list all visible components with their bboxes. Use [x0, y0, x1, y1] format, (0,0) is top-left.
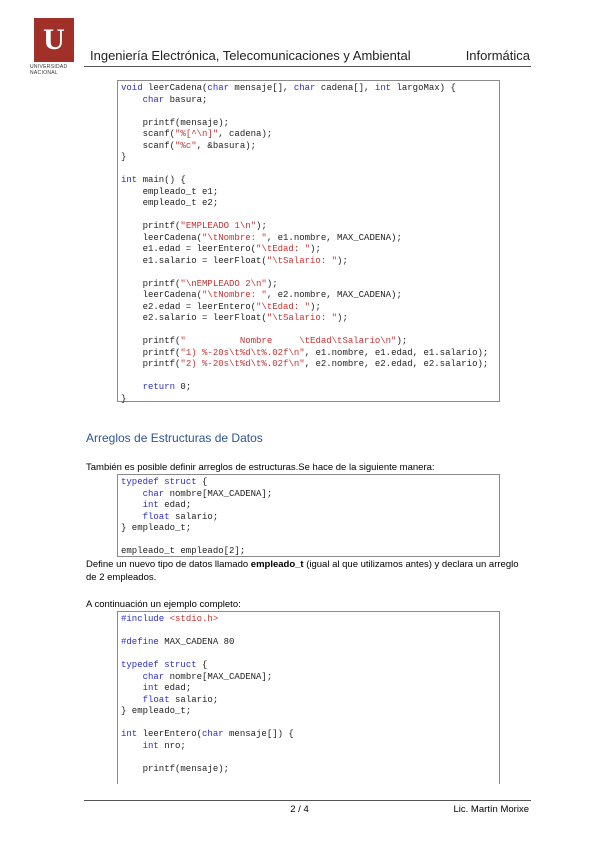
code-line [121, 325, 499, 337]
code-line [121, 382, 499, 394]
code-line [121, 95, 499, 107]
code-keyword: return [142, 382, 176, 392]
footer-author: Lic. Martín Morixe [453, 804, 529, 815]
code-block-complete-example [117, 611, 500, 784]
code-text: printf(mensaje); [121, 763, 230, 774]
code-line [121, 348, 499, 360]
code-text: MAX_CADENA 80 [158, 637, 235, 647]
code-text: scanf( [121, 129, 176, 139]
code-line [121, 512, 499, 524]
code-keyword: char [142, 488, 165, 499]
code-string: "EMPLEADO 1\n" [180, 221, 257, 231]
code-keyword: char [202, 729, 224, 739]
code-line [121, 637, 499, 649]
code-keyword: char [142, 671, 165, 682]
code-text: { [196, 660, 208, 670]
code-string: "\tSalario: " [266, 255, 338, 266]
code-keyword: #define [121, 637, 159, 647]
code-text: printf( [121, 347, 181, 358]
code-line [121, 660, 499, 672]
code-text: nro; [158, 740, 186, 751]
code-text: e1.edad = leerEntero( [121, 244, 257, 254]
code-text: edad; [158, 683, 192, 693]
code-line [121, 535, 499, 547]
code-text: e2.salario = leerFloat( [121, 313, 267, 323]
code-text [121, 672, 143, 682]
intro-paragraph: También es posible definir arreglos de estructuras.Se hace de la siguiente manera: [86, 462, 435, 473]
code-line [121, 175, 499, 187]
code-keyword: float [142, 511, 170, 522]
code-text: ); [310, 244, 321, 254]
code-keyword: int [142, 740, 159, 751]
code-text: 0; [175, 382, 192, 392]
code-text: } [121, 393, 127, 404]
code-string: "%c" [175, 140, 197, 151]
code-line [121, 489, 499, 501]
code-line [121, 129, 499, 141]
university-logo [34, 18, 74, 62]
code-line [121, 394, 499, 406]
code-string: "1) %-20s\t%d\t%.02f\n" [180, 347, 305, 358]
code-text: , e2.nombre, MAX_CADENA); [266, 290, 402, 300]
type-name-bold: empleado_t [250, 559, 304, 570]
code-string: " Nombre \tEdad\tSalario\n" [180, 336, 397, 346]
code-text [121, 500, 143, 510]
code-string: "\tSalario: " [266, 313, 338, 323]
code-line [121, 523, 499, 535]
definition-paragraph [86, 558, 529, 584]
code-block-array-decl [117, 474, 500, 557]
code-string: "\tEdad: " [256, 244, 311, 254]
code-keyword: int [142, 500, 159, 510]
code-text: , e2.nombre, e2.edad, e2.salario); [304, 359, 489, 369]
code-line [121, 233, 499, 245]
code-line [121, 118, 499, 130]
code-text: salario; [169, 694, 219, 705]
footer-divider [84, 800, 531, 801]
code-line [121, 626, 499, 638]
code-text [121, 512, 143, 522]
code-text: nombre[MAX_CADENA]; [164, 671, 273, 682]
code-text: edad; [158, 500, 192, 510]
code-string: "2) %-20s\t%d\t%.02f\n" [180, 359, 305, 369]
code-string: <stdio.h> [169, 614, 219, 624]
code-text: , cadena); [218, 129, 273, 139]
code-text [121, 489, 143, 499]
code-line [121, 221, 499, 233]
code-line [121, 752, 499, 764]
code-keyword: int [374, 83, 392, 93]
code-line [121, 706, 499, 718]
code-block-leer-cadena-main [117, 80, 500, 402]
logo-glyph: U [43, 23, 65, 56]
code-line [121, 106, 499, 118]
code-text: empleado_t empleado[2]; [121, 546, 246, 556]
code-keyword: char [142, 94, 165, 105]
code-text: , &basura); [196, 140, 257, 151]
code-text: ); [337, 255, 348, 266]
code-line [121, 683, 499, 695]
code-text: leerCadena( [121, 232, 203, 243]
code-line [121, 83, 499, 95]
code-text: ); [310, 301, 321, 312]
code-line [121, 141, 499, 153]
code-line [121, 152, 499, 164]
code-text [121, 695, 143, 705]
code-line [121, 336, 499, 348]
code-keyword: typedef [121, 660, 159, 670]
code-text: mensaje[]) { [223, 729, 294, 739]
code-string: "\tNombre: " [202, 290, 267, 300]
code-keyword: struct [164, 660, 197, 670]
code-line [121, 313, 499, 325]
code-line [121, 764, 499, 776]
code-text: ); [266, 278, 278, 289]
code-keyword: #include [121, 614, 165, 624]
code-string: "\tNombre: " [202, 232, 267, 243]
code-line [121, 741, 499, 753]
code-string: "\nEMPLEADO 2\n" [180, 278, 267, 289]
code-text: basura; [164, 94, 208, 105]
code-text: empleado_t e1; [121, 186, 219, 197]
code-keyword: char [207, 83, 230, 93]
code-line [121, 729, 499, 741]
code-text: main() { [137, 175, 186, 185]
code-line [121, 500, 499, 512]
code-line [121, 695, 499, 707]
code-line [121, 210, 499, 222]
definition-text-post: (igual al que utilizamos antes) y declara un arreglo de 2 empleados. [86, 559, 519, 583]
code-text: leerCadena( [121, 290, 203, 300]
code-text: printf(mensaje); [121, 117, 230, 128]
code-keyword: struct [164, 477, 197, 487]
code-line [121, 279, 499, 291]
code-line [121, 477, 499, 489]
code-keyword: void [121, 83, 143, 93]
code-text: leerEntero( [137, 729, 203, 739]
code-text: , e1.nombre, e1.edad, e1.salario); [304, 347, 489, 358]
page-number: 2 / 4 [290, 804, 309, 815]
code-line [121, 371, 499, 383]
code-text: ); [337, 313, 348, 323]
code-keyword: char [293, 83, 316, 93]
code-text [121, 382, 143, 392]
code-text: printf( [121, 278, 181, 289]
code-line [121, 256, 499, 268]
logo-text: UNIVERSIDAD NACIONAL [30, 64, 68, 76]
code-line [121, 672, 499, 684]
code-text: nombre[MAX_CADENA]; [164, 488, 273, 499]
code-keyword: typedef [121, 477, 159, 487]
code-text: cadena[], [315, 83, 375, 93]
header-subject: Informática [465, 48, 530, 63]
code-text: printf( [121, 359, 181, 369]
header-title: Ingeniería Electrónica, Telecomunicaciones y Ambiental [90, 48, 411, 63]
code-line [121, 546, 499, 558]
code-string: "%[^\n]" [175, 129, 219, 139]
code-text: printf( [121, 336, 181, 346]
code-text: ); [396, 336, 408, 346]
code-text: { [196, 477, 208, 487]
code-line [121, 718, 499, 730]
code-text: } [121, 152, 127, 162]
code-line [121, 198, 499, 210]
section-title: Arreglos de Estructuras de Datos [86, 431, 263, 445]
code-text: empleado_t e2; [121, 198, 219, 208]
code-keyword: float [142, 694, 170, 705]
code-line [121, 267, 499, 279]
code-text [121, 683, 143, 693]
code-text: salario; [169, 511, 219, 522]
code-keyword: int [121, 729, 138, 739]
code-keyword: int [121, 175, 138, 185]
code-text: ); [256, 221, 267, 231]
code-line [121, 164, 499, 176]
code-text: , e1.nombre, MAX_CADENA); [266, 232, 402, 243]
code-text: leerCadena( [142, 83, 208, 93]
definition-text-pre: Define un nuevo tipo de datos llamado [86, 559, 251, 570]
code-text: largoMax) { [391, 83, 456, 93]
code-line [121, 302, 499, 314]
code-text: mensaje[], [229, 83, 294, 93]
code-line [121, 359, 499, 371]
code-line [121, 290, 499, 302]
example-intro: A continuación un ejemplo completo: [86, 599, 241, 610]
code-line [121, 187, 499, 199]
code-line [121, 614, 499, 626]
code-text: scanf( [121, 140, 176, 151]
code-text: e2.edad = leerEntero( [121, 301, 257, 312]
code-text: } empleado_t; [121, 523, 192, 533]
code-text: } empleado_t; [121, 706, 192, 716]
code-keyword: int [142, 683, 159, 693]
code-string: "\tEdad: " [256, 301, 311, 312]
code-line [121, 244, 499, 256]
code-text: printf( [121, 221, 181, 231]
code-text [121, 95, 143, 105]
code-text: e1.salario = leerFloat( [121, 255, 267, 266]
code-line [121, 649, 499, 661]
code-text [121, 741, 143, 751]
header-divider [84, 66, 531, 67]
